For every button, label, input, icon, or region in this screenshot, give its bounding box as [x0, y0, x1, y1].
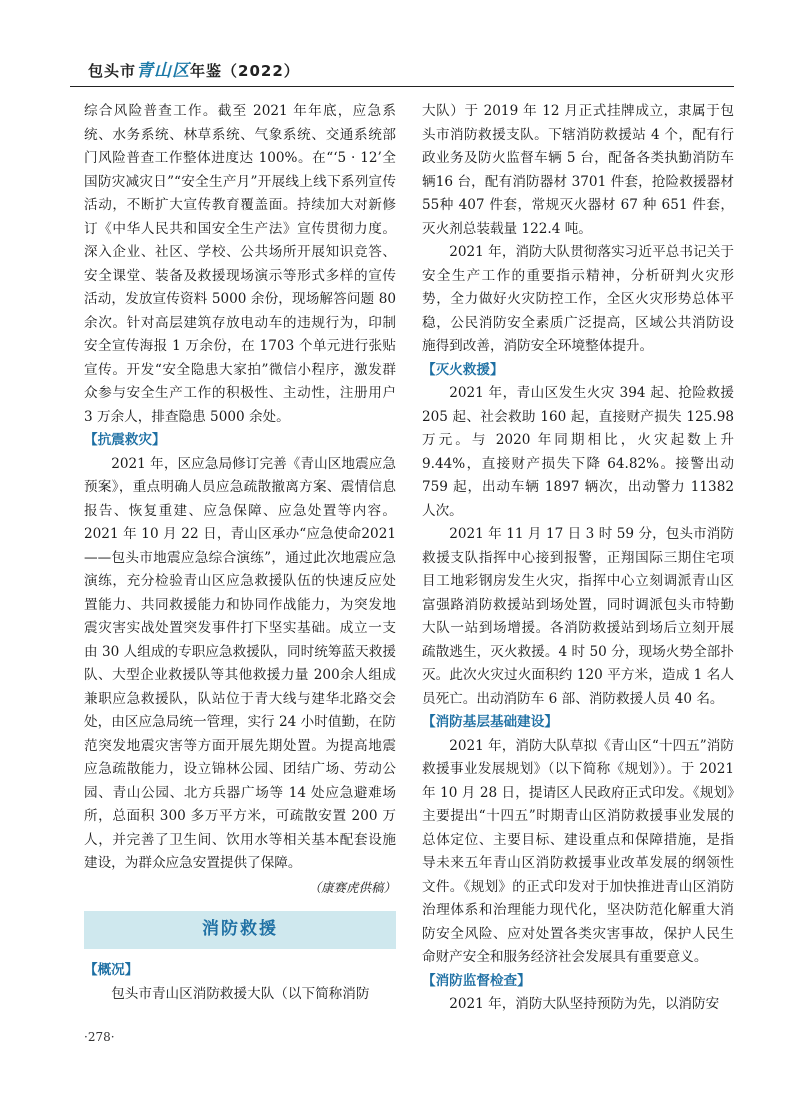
paragraph: 2021 年 11 月 17 日 3 时 59 分，包头市消防救援支队指挥中心接到报警，正翔国际三期住宅项目工地彩钢房发生火灾，指挥中心立刻调派青山区富强路消防救援站到场处置，同时调派包头市特勤大队一站到场增援。各消防救援站到场后立刻开展疏散逃生，灭火救援。4 时 50 分，现场火势全部扑灭。此次火灾过火面积约 120 平方米，造成 1 名人员死亡。出动消防车 6 部、消防救援人员 40 名。 [422, 526, 734, 707]
left-column [84, 100, 396, 1006]
author-credit: （康赛虎供稿） [308, 879, 396, 895]
subhead-firefighting: 【灭火救援】 [422, 361, 504, 378]
subhead-earthquake: 【抗震救灾】 [84, 432, 166, 448]
paragraph: 2021 年，区应急局修订完善《青山区地震应急预案》，重点明确人员应急疏散撤离方案、震情信息报告、恢复重建、应急保障、应急处置等内容。2021 年 10 月 22 日，青山区承办“应急使命2021——包头市地震应急综合演练”，通过此次地震应急演练，充分检验青山区应急救援队伍的快速反应处置能力、共同救援能力和协同作战能力，为突发地震灾害实战处置突发事件打下坚实基础。成立一支由 30 人组成的专职应急救援队，同时统筹蓝天救援队、大型企业救援队等其他救援力量 200余人组成兼职应急救援队，队站位于青大线与建华北路交会处，由区应急局统一管理，实行 24 小时值勤，在防范突发地震灾害等方面开展先期处置。为提高地震应急疏散能力，设立锦林公园、团结广场、劳动公园、青山公园、北方兵器广场等 14 处应急避难场所，总面积 300 多万平方米，可疏散安置 200 万人，并完善了卫生间、饮用水等相关基本配套设施建设，为群众应急安置提供了保障。 [84, 455, 396, 871]
subhead-inspection: 【消防监督检查】 [422, 972, 531, 989]
paragraph: 大队）于 2019 年 12 月正式挂牌成立，隶属于包头市消防救援支队。下辖消防救援站 4 个，配有行政业务及防火监督车辆 5 台，配备各类执勤消防车辆16 台，配有消防器材 3701 件套，抢险救援器材 55种 407 件套，常规灭火器材 67 种 651 件套，灭火剂总装载量 122.4 吨。 [422, 103, 734, 237]
paragraph: 2021 年，消防大队贯彻落实习近平总书记关于安全生产工作的重要指示精神，分析研判火灾形势，全力做好火灾防控工作，全区火灾形势总体平稳，公民消防安全素质广泛提高，区域公共消防设施得到改善，消防安全环境整体提升。 [422, 244, 734, 354]
section-title: 消防救援 [202, 919, 278, 940]
running-header [88, 56, 300, 81]
header-prefix: 包头市 [88, 62, 137, 80]
paragraph: 综合风险普查工作。截至 2021 年年底，应急系统、水务系统、林草系统、气象系统、交通系统部门风险普查工作整体进度达 100%。在“‘5 · 12’全国防灾减灾日”“安全生产月”开展线上线下系列宣传活动，不断扩大宣传教育覆盖面。持续加大对新修订《中华人民共和国安全生产法》宣传贯彻力度。深入企业、社区、学校、公共场所开展知识竞答、安全课堂、装备及救援现场演示等形式多样的宣传活动，发放宣传资料 5000 余份，现场解答问题 80余次。针对高层建筑存放电动车的违规行为，印制安全宣传海报 1 万余份，在 1703 个单元进行张贴宣传。开发“安全隐患大家拍”微信小程序，激发群众参与安全生产工作的积极性、主动性，注册用户 3 万余人，排查隐患 5000 余处。 [84, 103, 396, 425]
paragraph: 2021 年，消防大队坚持预防为先，以消防安 [449, 996, 720, 1012]
paragraph: 2021 年，消防大队草拟《青山区“十四五”消防救援事业发展规划》（以下简称《规划》）。于 2021 年 10 月 28 日，提请区人民政府正式印发。《规划》主要提出“十四五”时期青山区消防救援事业发展的总体定位、主要目标、建设重点和保障措施，是指导未来五年青山区消防救援事业改革发展的纲领性文件。《规划》的正式印发对于加快推进青山区消防治理体系和治理能力现代化，坚决防范化解重大消防安全风险、应对处置各类灾害事故，保护人民生命财产安全和服务经济社会发展具有重要意义。 [422, 737, 734, 965]
subhead-infrastructure: 【消防基层基础建设】 [422, 714, 558, 730]
subhead-overview: 【概况】 [84, 962, 139, 978]
page-number: ·278· [84, 1030, 115, 1044]
header-logo: 青山区 [136, 61, 191, 81]
right-column [422, 100, 734, 1017]
header-rule [70, 86, 734, 87]
paragraph: 2021 年，青山区发生火灾 394 起、抢险救援205 起、社会救助 160 起，直接财产损失 125.98 万元。与 2020 年同期相比，火灾起数上升 9.44%，直接财产损失下降 64.82%。接警出动 759 起，出动车辆 1897 辆次，出动警力 11382 人次。 [422, 385, 734, 519]
section-banner [84, 911, 396, 949]
header-suffix: 年鉴（2022） [190, 62, 300, 80]
paragraph: 包头市青山区消防救援大队（以下简称消防 [111, 985, 370, 1002]
